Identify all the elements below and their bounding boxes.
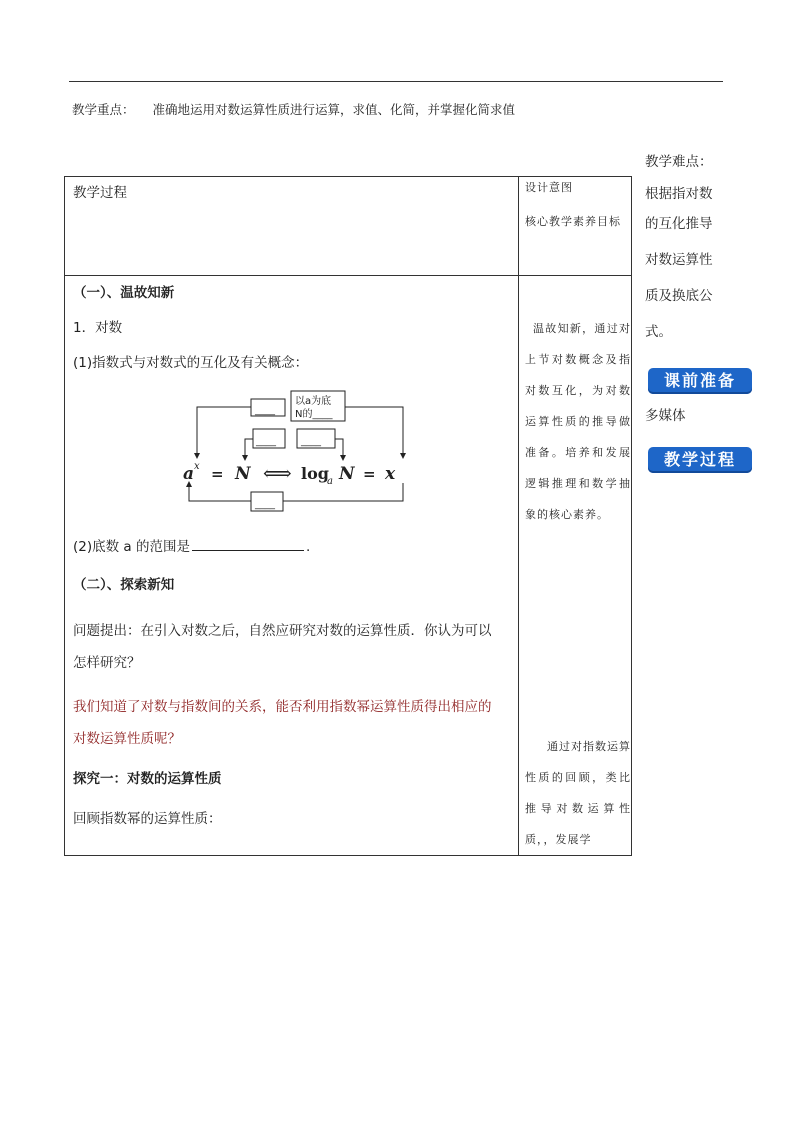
key-point-label: 教学重点： (72, 102, 135, 117)
formula-equiv: ⟺ (263, 461, 292, 485)
formula-N: N (339, 464, 355, 484)
exp-log-diagram (175, 387, 415, 517)
question-line: 怎样研究？ (73, 655, 141, 671)
base-range-text: (2)底数 a 的范围是 (73, 539, 190, 555)
difficulty-line: 式。 (645, 324, 672, 340)
top-rule (69, 81, 723, 82)
diagram-blank: ____ (255, 499, 275, 510)
design-note-1: 温故知新，通过对上节对数概念及指对数互化，为对数运算性质的推导做准备。培养和发展逻辑推理和数学抽象的核心素养。 (525, 322, 631, 521)
difficulty-block (645, 146, 765, 348)
formula-log: log (301, 464, 329, 483)
banner-process: 教学过程 (648, 447, 752, 473)
diagram-base-label: N的____ (295, 409, 333, 420)
formula-eq: = (211, 465, 224, 483)
difficulty-line: 对数运算性 (645, 252, 713, 268)
red-question-line: 对数运算性质呢？ (73, 731, 181, 747)
column-divider (518, 177, 519, 855)
key-point-text: 准确地运用对数运算性质进行运算，求值、化简，并掌握化简求值 (152, 102, 516, 117)
col1-header: 教学过程 (73, 185, 127, 201)
difficulty-line: 教学难点： (645, 154, 713, 170)
item-logarithm: 1．对数 (73, 320, 123, 336)
base-range-suffix: . (305, 539, 311, 555)
col2-header-title: 设计意图 (525, 181, 573, 194)
difficulty-line: 根据指对数 (645, 186, 713, 202)
item-base-range (73, 535, 310, 555)
difficulty-line: 质及换底公 (645, 288, 713, 304)
section-review: （一）、温故知新 (73, 285, 175, 301)
formula-exp: x (194, 461, 200, 472)
diagram-blank: ____ (301, 436, 321, 447)
lesson-table (64, 176, 632, 856)
formula-x: x (385, 464, 396, 484)
diagram-base-label: 以a为底 (295, 396, 332, 407)
banner-prep: 课前准备 (648, 368, 752, 394)
item-conversion: (1)指数式与对数式的互化及有关概念： (73, 355, 309, 371)
section-explore: （二）、探索新知 (73, 577, 175, 593)
review-line: 回顾指数幂的运算性质： (73, 811, 222, 827)
header-divider (65, 275, 631, 276)
formula-log-base: a (327, 476, 333, 487)
question-line: 问题提出：在引入对数之后，自然应研究对数的运算性质．你认为可以 (73, 623, 492, 639)
formula-a: a (183, 464, 195, 484)
answer-blank[interactable] (192, 538, 304, 551)
red-question-line: 我们知道了对数与指数间的关系，能否利用指数幂运算性质得出相应的 (73, 699, 492, 715)
media-text: 多媒体 (645, 408, 686, 424)
diagram-blank: ____ (256, 436, 276, 447)
formula-eq: = (363, 465, 376, 483)
col2-header (525, 173, 631, 235)
col2-header-sub: 核心教学素养目标 (525, 215, 621, 228)
diagram-blank: ____ (255, 405, 275, 416)
explore-one-title: 探究一：对数的运算性质 (73, 771, 222, 787)
key-point-row (72, 100, 515, 118)
formula-N: N (235, 464, 251, 484)
design-note-2: 通过对指数运算性质的回顾，类比推导对数运算性质，，发展学 (525, 740, 631, 846)
difficulty-line: 的互化推导 (645, 216, 713, 232)
